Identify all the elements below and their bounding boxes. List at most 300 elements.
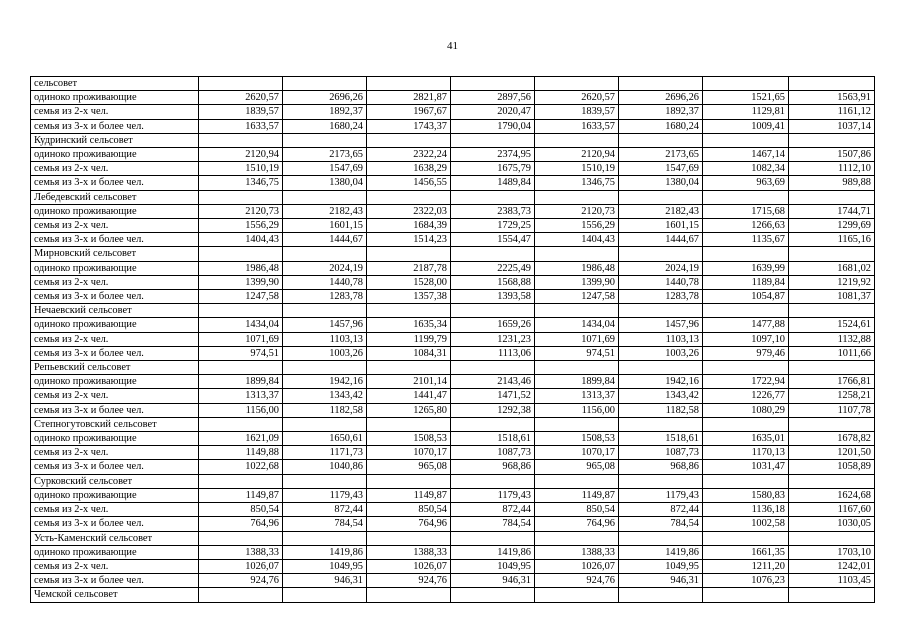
table-cell: 1219,92 [789, 275, 875, 289]
table-cell: 2821,87 [367, 91, 451, 105]
row-label: семья из 3-х и более чел. [31, 290, 199, 304]
table-cell: 1743,37 [367, 119, 451, 133]
table-cell: 1380,04 [283, 176, 367, 190]
table-cell [199, 190, 283, 204]
table-cell: 989,88 [789, 176, 875, 190]
table-cell [789, 190, 875, 204]
table-row [31, 503, 875, 517]
row-label: семья из 2-х чел. [31, 105, 199, 119]
row-label: семья из 2-х чел. [31, 503, 199, 517]
table-row [31, 290, 875, 304]
table-cell [535, 531, 619, 545]
table-cell: 1161,12 [789, 105, 875, 119]
table-cell [703, 474, 789, 488]
table-cell [535, 588, 619, 602]
table-cell [199, 247, 283, 261]
table-row [31, 304, 875, 318]
table-cell: 1563,91 [789, 91, 875, 105]
table-cell [619, 304, 703, 318]
table-cell [283, 190, 367, 204]
table-cell: 1030,05 [789, 517, 875, 531]
table-row [31, 588, 875, 602]
table-cell: 1292,38 [451, 403, 535, 417]
table-cell: 1684,39 [367, 219, 451, 233]
table-cell [451, 133, 535, 147]
table-cell: 850,54 [367, 503, 451, 517]
table-cell: 1388,33 [367, 545, 451, 559]
table-cell: 963,69 [703, 176, 789, 190]
table-cell: 946,31 [619, 574, 703, 588]
table-cell: 1444,67 [283, 233, 367, 247]
table-cell: 946,31 [451, 574, 535, 588]
table-cell [451, 531, 535, 545]
table-cell: 1135,67 [703, 233, 789, 247]
table-cell: 1182,58 [619, 403, 703, 417]
table-cell: 764,96 [367, 517, 451, 531]
table-cell: 1026,07 [535, 559, 619, 573]
table-cell [619, 474, 703, 488]
table-cell: 1103,13 [619, 332, 703, 346]
table-cell [199, 417, 283, 431]
table-row [31, 261, 875, 275]
table-cell: 1071,69 [199, 332, 283, 346]
table-cell: 1103,13 [283, 332, 367, 346]
row-label: одиноко проживающие [31, 318, 199, 332]
table-cell: 1103,45 [789, 574, 875, 588]
table-cell: 1633,57 [199, 119, 283, 133]
table-cell: 2620,57 [199, 91, 283, 105]
row-label: одиноко проживающие [31, 261, 199, 275]
table-row [31, 375, 875, 389]
table-cell: 924,76 [367, 574, 451, 588]
table-cell: 850,54 [199, 503, 283, 517]
table-cell: 2120,94 [535, 148, 619, 162]
table-cell: 1556,29 [199, 219, 283, 233]
row-label: Степногутовский сельсовет [31, 417, 199, 431]
table-cell [789, 133, 875, 147]
table-cell: 1070,17 [367, 446, 451, 460]
table-cell: 1170,13 [703, 446, 789, 460]
row-label: одиноко проживающие [31, 545, 199, 559]
table-cell: 1132,88 [789, 332, 875, 346]
table-cell: 968,86 [451, 460, 535, 474]
table-cell: 1149,87 [535, 488, 619, 502]
table-cell: 1650,61 [283, 432, 367, 446]
table-cell: 1518,61 [619, 432, 703, 446]
table-cell [703, 417, 789, 431]
table-cell [199, 474, 283, 488]
table-cell [367, 588, 451, 602]
table-cell: 1242,01 [789, 559, 875, 573]
table-cell [199, 133, 283, 147]
row-label: семья из 3-х и более чел. [31, 176, 199, 190]
row-label: Лебедевский сельсовет [31, 190, 199, 204]
table-cell: 1022,68 [199, 460, 283, 474]
table-cell [199, 361, 283, 375]
table-cell: 872,44 [619, 503, 703, 517]
table-cell [535, 247, 619, 261]
table-cell: 1568,88 [451, 275, 535, 289]
table-cell: 1621,09 [199, 432, 283, 446]
table-cell: 1892,37 [283, 105, 367, 119]
table-cell: 1675,79 [451, 162, 535, 176]
table-cell: 1518,61 [451, 432, 535, 446]
row-label: семья из 3-х и более чел. [31, 517, 199, 531]
table-cell: 1136,18 [703, 503, 789, 517]
row-label: семья из 3-х и более чел. [31, 574, 199, 588]
table-cell [535, 361, 619, 375]
table-cell: 1283,78 [283, 290, 367, 304]
table-cell: 1638,29 [367, 162, 451, 176]
table-cell: 1440,78 [619, 275, 703, 289]
table-cell: 1639,99 [703, 261, 789, 275]
table-row [31, 574, 875, 588]
table-cell: 2024,19 [283, 261, 367, 275]
table-cell [535, 190, 619, 204]
table-cell [451, 247, 535, 261]
table-row [31, 233, 875, 247]
table-cell: 924,76 [535, 574, 619, 588]
table-cell: 2897,56 [451, 91, 535, 105]
table-cell: 1986,48 [535, 261, 619, 275]
table-cell: 2024,19 [619, 261, 703, 275]
table-cell: 1507,86 [789, 148, 875, 162]
table-row [31, 105, 875, 119]
table-cell: 764,96 [535, 517, 619, 531]
table-row [31, 162, 875, 176]
table-cell [703, 133, 789, 147]
row-label: одиноко проживающие [31, 375, 199, 389]
table-cell: 1635,34 [367, 318, 451, 332]
table-row [31, 119, 875, 133]
table-cell: 1258,21 [789, 389, 875, 403]
table-cell [789, 588, 875, 602]
table-cell: 1179,43 [451, 488, 535, 502]
table-row [31, 531, 875, 545]
row-label: Кудринский сельсовет [31, 133, 199, 147]
table-cell: 1703,10 [789, 545, 875, 559]
table-cell: 1661,35 [703, 545, 789, 559]
table-row [31, 77, 875, 91]
row-label: одиноко проживающие [31, 488, 199, 502]
table-cell: 2187,78 [367, 261, 451, 275]
table-cell [535, 417, 619, 431]
table-cell: 1467,14 [703, 148, 789, 162]
table-cell: 1681,02 [789, 261, 875, 275]
table-cell [703, 247, 789, 261]
table-cell [619, 531, 703, 545]
table-cell: 1211,20 [703, 559, 789, 573]
table-cell: 1247,58 [199, 290, 283, 304]
row-label: семья из 3-х и более чел. [31, 119, 199, 133]
table-cell: 1129,81 [703, 105, 789, 119]
table-cell: 2620,57 [535, 91, 619, 105]
table-cell: 784,54 [451, 517, 535, 531]
table-cell: 1040,86 [283, 460, 367, 474]
table-cell: 1404,43 [199, 233, 283, 247]
table-cell [703, 588, 789, 602]
table-cell: 965,08 [367, 460, 451, 474]
row-label: семья из 2-х чел. [31, 389, 199, 403]
table-cell: 2101,14 [367, 375, 451, 389]
table-cell: 1113,06 [451, 346, 535, 360]
table-cell: 979,46 [703, 346, 789, 360]
table-cell: 1489,84 [451, 176, 535, 190]
table-cell: 1049,95 [451, 559, 535, 573]
table-cell: 1633,57 [535, 119, 619, 133]
table-cell: 2696,26 [283, 91, 367, 105]
table-cell [789, 247, 875, 261]
table-cell: 1002,58 [703, 517, 789, 531]
table-cell: 1456,55 [367, 176, 451, 190]
table-cell: 1167,60 [789, 503, 875, 517]
table-row [31, 361, 875, 375]
table-cell: 1037,14 [789, 119, 875, 133]
table-cell: 1942,16 [283, 375, 367, 389]
row-label: семья из 3-х и более чел. [31, 403, 199, 417]
table-cell [451, 304, 535, 318]
table-cell [619, 77, 703, 91]
table-cell: 1149,87 [367, 488, 451, 502]
row-label: одиноко проживающие [31, 432, 199, 446]
table-cell [367, 417, 451, 431]
row-label: сельсовет [31, 77, 199, 91]
table-cell: 1942,16 [619, 375, 703, 389]
table-cell: 1388,33 [199, 545, 283, 559]
table-cell: 1171,73 [283, 446, 367, 460]
table-cell [535, 77, 619, 91]
table-cell: 1084,31 [367, 346, 451, 360]
table-cell: 1071,69 [535, 332, 619, 346]
row-label: семья из 2-х чел. [31, 332, 199, 346]
table-cell: 1380,04 [619, 176, 703, 190]
table-row [31, 417, 875, 431]
table-cell: 1009,41 [703, 119, 789, 133]
table-cell: 2696,26 [619, 91, 703, 105]
table-cell [283, 531, 367, 545]
table-cell: 1313,37 [535, 389, 619, 403]
table-cell [283, 77, 367, 91]
table-row [31, 488, 875, 502]
row-label: семья из 2-х чел. [31, 446, 199, 460]
table-cell: 1199,79 [367, 332, 451, 346]
row-label: семья из 3-х и более чел. [31, 460, 199, 474]
table-cell: 1680,24 [619, 119, 703, 133]
table-cell: 764,96 [199, 517, 283, 531]
table-cell: 872,44 [283, 503, 367, 517]
row-label: Нечаевский сельсовет [31, 304, 199, 318]
table-cell: 1299,69 [789, 219, 875, 233]
table-cell: 1790,04 [451, 119, 535, 133]
table-cell: 924,76 [199, 574, 283, 588]
table-cell: 1477,88 [703, 318, 789, 332]
table-cell: 965,08 [535, 460, 619, 474]
table-cell [619, 190, 703, 204]
table-cell: 1058,89 [789, 460, 875, 474]
table-cell [451, 474, 535, 488]
table-row [31, 176, 875, 190]
table-cell: 1680,24 [283, 119, 367, 133]
table-cell: 1049,95 [619, 559, 703, 573]
table-cell: 1003,26 [283, 346, 367, 360]
table-cell: 1031,47 [703, 460, 789, 474]
table-cell: 1231,23 [451, 332, 535, 346]
table-cell: 1556,29 [535, 219, 619, 233]
table-cell: 1107,78 [789, 403, 875, 417]
table-body [31, 77, 875, 603]
table-cell: 2143,46 [451, 375, 535, 389]
table-cell: 1149,88 [199, 446, 283, 460]
table-cell: 1399,90 [535, 275, 619, 289]
table-cell: 1715,68 [703, 204, 789, 218]
table-cell: 2020,47 [451, 105, 535, 119]
table-cell: 1026,07 [367, 559, 451, 573]
table-row [31, 545, 875, 559]
row-label: одиноко проживающие [31, 148, 199, 162]
table-cell: 1388,33 [535, 545, 619, 559]
table-cell: 1247,58 [535, 290, 619, 304]
table-cell: 1601,15 [619, 219, 703, 233]
table-cell [199, 531, 283, 545]
table-cell: 968,86 [619, 460, 703, 474]
table-cell: 1266,63 [703, 219, 789, 233]
table-cell: 2225,49 [451, 261, 535, 275]
table-cell: 1635,01 [703, 432, 789, 446]
table-cell: 2173,65 [619, 148, 703, 162]
table-cell: 1457,96 [283, 318, 367, 332]
table-cell: 1659,26 [451, 318, 535, 332]
table-cell: 1283,78 [619, 290, 703, 304]
table-cell: 1508,53 [367, 432, 451, 446]
table-cell: 2182,43 [619, 204, 703, 218]
table-cell: 1399,90 [199, 275, 283, 289]
table-cell [283, 474, 367, 488]
table-cell: 1404,43 [535, 233, 619, 247]
table-cell [283, 588, 367, 602]
table-cell: 1156,00 [535, 403, 619, 417]
table-cell [619, 247, 703, 261]
table-cell: 1524,61 [789, 318, 875, 332]
table-cell [451, 361, 535, 375]
table-cell: 1346,75 [199, 176, 283, 190]
table-cell [703, 77, 789, 91]
table-cell [789, 77, 875, 91]
table-row [31, 148, 875, 162]
row-label: Сурковский сельсовет [31, 474, 199, 488]
table-row [31, 346, 875, 360]
table-cell: 850,54 [535, 503, 619, 517]
table-cell: 1003,26 [619, 346, 703, 360]
table-cell: 1580,83 [703, 488, 789, 502]
table-cell: 1082,34 [703, 162, 789, 176]
table-cell [619, 588, 703, 602]
table-cell [451, 417, 535, 431]
table-cell [619, 133, 703, 147]
table-cell [367, 77, 451, 91]
row-label: семья из 2-х чел. [31, 219, 199, 233]
table-cell [283, 417, 367, 431]
table-row [31, 389, 875, 403]
table-cell: 1722,94 [703, 375, 789, 389]
table-row [31, 204, 875, 218]
table-cell: 1528,00 [367, 275, 451, 289]
table-cell: 1766,81 [789, 375, 875, 389]
table-cell: 1112,10 [789, 162, 875, 176]
table-cell: 1265,80 [367, 403, 451, 417]
table-cell [789, 417, 875, 431]
table-cell: 2374,95 [451, 148, 535, 162]
row-label: одиноко проживающие [31, 204, 199, 218]
table-row [31, 517, 875, 531]
table-cell: 1087,73 [619, 446, 703, 460]
table-cell: 1892,37 [619, 105, 703, 119]
table-cell [367, 247, 451, 261]
table-cell: 1729,25 [451, 219, 535, 233]
table-cell [703, 361, 789, 375]
table-cell: 1510,19 [199, 162, 283, 176]
row-label: Усть-Каменский сельсовет [31, 531, 199, 545]
table-row [31, 133, 875, 147]
table-cell [703, 304, 789, 318]
table-cell: 2120,94 [199, 148, 283, 162]
table-row [31, 190, 875, 204]
table-cell [451, 77, 535, 91]
table-cell: 1081,37 [789, 290, 875, 304]
table-cell: 974,51 [199, 346, 283, 360]
row-label: одиноко проживающие [31, 91, 199, 105]
row-label: семья из 2-х чел. [31, 162, 199, 176]
table-cell [789, 304, 875, 318]
table-cell: 1419,86 [451, 545, 535, 559]
table-cell: 1419,86 [619, 545, 703, 559]
table-row [31, 318, 875, 332]
row-label: семья из 3-х и более чел. [31, 233, 199, 247]
table-cell: 974,51 [535, 346, 619, 360]
table-cell: 2383,73 [451, 204, 535, 218]
table-cell: 1440,78 [283, 275, 367, 289]
table-cell: 1070,17 [535, 446, 619, 460]
table-cell: 1441,47 [367, 389, 451, 403]
table-cell [451, 588, 535, 602]
table-cell: 1471,52 [451, 389, 535, 403]
table-cell: 1744,71 [789, 204, 875, 218]
table-cell: 1201,50 [789, 446, 875, 460]
table-row [31, 432, 875, 446]
table-row [31, 247, 875, 261]
table-cell: 1678,82 [789, 432, 875, 446]
table-cell [703, 531, 789, 545]
table-cell: 1179,43 [619, 488, 703, 502]
table-cell: 1076,23 [703, 574, 789, 588]
table-cell [199, 588, 283, 602]
row-label: Мирновский сельсовет [31, 247, 199, 261]
table-row [31, 219, 875, 233]
table-row [31, 332, 875, 346]
table-cell [535, 133, 619, 147]
table-cell: 1510,19 [535, 162, 619, 176]
table-cell: 2322,24 [367, 148, 451, 162]
table-cell: 784,54 [283, 517, 367, 531]
tariff-table [30, 76, 875, 603]
table-cell: 1357,38 [367, 290, 451, 304]
table-cell: 872,44 [451, 503, 535, 517]
table-cell: 1054,87 [703, 290, 789, 304]
row-label: семья из 3-х и более чел. [31, 346, 199, 360]
table-row [31, 559, 875, 573]
table-cell: 1097,10 [703, 332, 789, 346]
table-cell [367, 133, 451, 147]
table-cell: 1393,58 [451, 290, 535, 304]
